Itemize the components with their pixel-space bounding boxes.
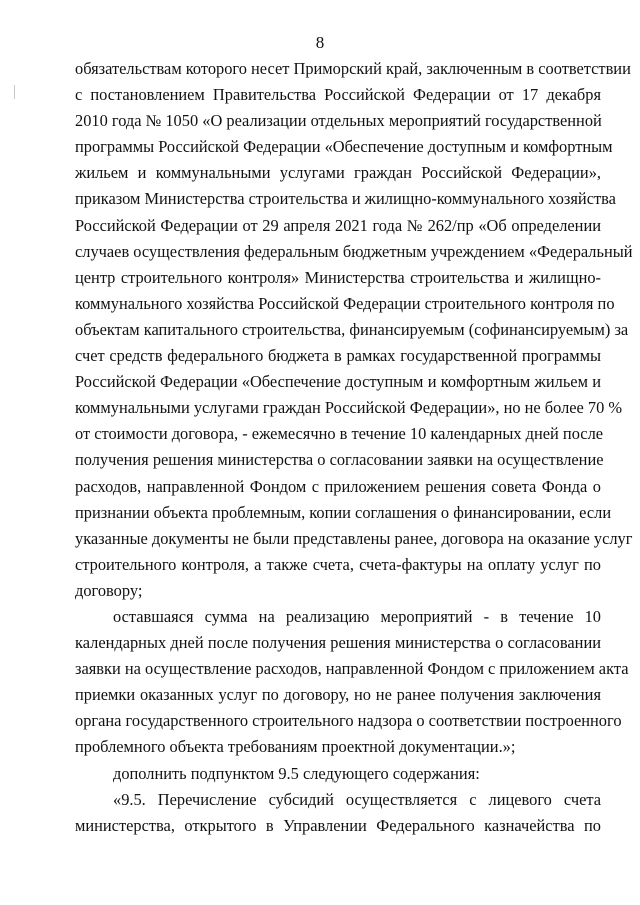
text-line: приказом Министерства строительства и жилищно-коммунального хозяйства [75,189,616,209]
document-body [75,56,633,839]
text-line: календарных дней после получения решения министерства о согласовании [75,633,601,653]
text-line: от стоимости договора, - ежемесячно в течение 10 календарных дней после [75,424,604,444]
text-line: проблемного объекта требованиям проектной документации.»; [75,737,516,757]
text-line: счет средств федерального бюджета в рамках государственной программы [75,346,601,366]
text-line: коммунального хозяйства Российской Федерации строительного контроля по [75,293,615,313]
text-line: случаев осуществления федеральным бюджетным учреждением «Федеральный [75,241,633,261]
text-line: программы Российской Федерации «Обеспечение доступным и комфортным [75,137,613,157]
text-line: Российской Федерации «Обеспечение доступным и комфортным жильем и [75,372,601,392]
text-line: дополнить подпунктом 9.5 следующего содержания: [113,763,480,783]
text-line: «9.5. Перечисление субсидий осуществляется с лицевого счета [113,789,601,809]
text-line: министерства, открытого в Управлении Федерального казначейства по [75,815,601,835]
text-line: обязательствам которого несет Приморский край, заключенным в соответствии [75,59,631,78]
paragraph [75,787,601,839]
text-line: 2010 года № 1050 «О реализации отдельных мероприятий государственной [75,111,602,131]
text-line: признании объекта проблемным, копии соглашения о финансировании, если [75,502,612,522]
text-line: получения решения министерства о согласовании заявки на осуществление [75,450,604,470]
text-line: центр строительного контроля» Министерства строительства и жилищно- [75,267,601,287]
text-line: строительного контроля, а также счета, счета-фактуры на оплату услуг по [75,554,601,574]
text-line: оставшаяся сумма на реализацию мероприятий - в течение 10 [113,606,601,626]
text-line: объектам капитального строительства, финансируемым (софинансируемым) за [75,319,629,339]
text-line: органа государственного строительного надзора о соответствии построенного [75,711,622,731]
page-number: 8 [315,33,325,52]
text-line: расходов, направленной Фондом с приложением решения совета Фонда о [75,476,601,496]
margin-scan-mark [14,85,15,99]
text-line: договору; [75,580,143,600]
paragraph [75,604,629,761]
text-line: коммунальными услугами граждан Российской Федерации», но не более 70 % [75,398,623,418]
text-line: приемки оказанных услуг по договору, но не ранее получения заключения [75,685,601,705]
text-line: заявки на осуществление расходов, направленной Фондом с приложением акта [75,659,629,679]
text-line: с постановлением Правительства Российской Федерации от 17 декабря [75,85,601,105]
text-line: Российской Федерации от 29 апреля 2021 года № 262/пр «Об определении [75,215,601,235]
paragraph [75,761,601,787]
text-line: жильем и коммунальными услугами граждан Российской Федерации», [75,163,601,183]
paragraph [75,56,633,604]
text-line: указанные документы не были представлены ранее, договора на оказание услуг [75,528,633,548]
